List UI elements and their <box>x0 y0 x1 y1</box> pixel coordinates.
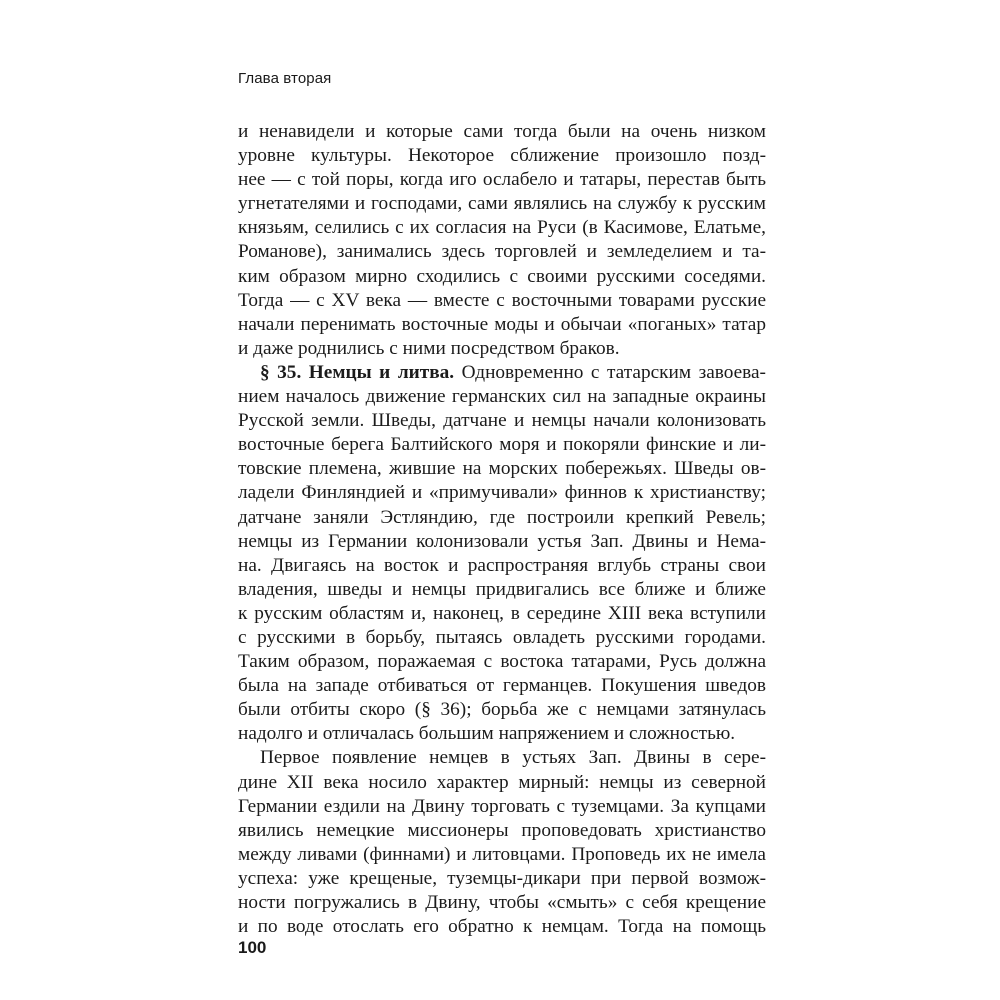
text-line: и даже роднились с ними посредством браков. <box>238 337 620 359</box>
text-line: нее — с той поры, когда иго ослабело и татары, перестав быть <box>238 169 766 191</box>
page-number: 100 <box>238 938 267 957</box>
running-header: Глава вторая <box>238 70 332 87</box>
text-line: с русскими в борьбу, пытаясь овладеть русскими городами. <box>238 626 766 648</box>
text-line: явились немецкие миссионеры проповедовать христианство <box>238 819 766 841</box>
text-line: Русской земли. Шведы, датчане и немцы начали колонизовать <box>238 410 766 432</box>
paragraph <box>238 120 766 361</box>
text-line: угнетателями и господами, сами являлись на службу к русским <box>238 193 766 215</box>
text-line: ким образом мирно сходились с своими русскими соседями. <box>238 265 766 287</box>
text-line: нием началось движение германских сил на западные окраины <box>238 386 766 408</box>
text-line: и ненавидели и которые сами тогда были на очень низком <box>238 121 766 142</box>
text-line: надолго и отличалась большим напряжением и сложностью. <box>238 723 736 745</box>
text-line: владения, шведы и немцы придвигались все ближе и ближе <box>238 578 766 600</box>
body-text <box>238 120 766 939</box>
text-line: товские племена, жившие на морских побережьях. Шведы ов- <box>238 458 766 480</box>
text-line: к русским областям и, наконец, в середине XIII века вступили <box>238 602 766 624</box>
text-line: восточные берега Балтийского моря и покоряли финские и ли- <box>238 434 766 456</box>
text-line: князьям, селились с их согласия на Руси (в Касимове, Елатьме, <box>238 217 766 239</box>
text-line: дине XII века носило характер мирный: немцы из северной <box>238 771 766 793</box>
text-line: уровне культуры. Некоторое сближение произошло позд- <box>238 145 766 167</box>
text-line <box>238 361 766 385</box>
text-line: успеха: уже крещеные, туземцы-дикари при первой возмож- <box>238 867 766 889</box>
text-line: Романове), занимались здесь торговлей и земледелием и та- <box>238 241 766 263</box>
section-heading: § 35. Немцы и литва. <box>260 361 455 383</box>
text-line: ладели Финляндией и «примучивали» финнов к христианству; <box>238 482 766 504</box>
paragraph <box>238 746 766 939</box>
text-line: была на западе отбиваться от германцев. Покушения шведов <box>238 675 766 697</box>
text-line: между ливами (финнами) и литовцами. Проповедь их не имела <box>238 843 766 865</box>
text-line: и по воде отослать его обратно к немцам. Тогда на помощь <box>238 916 766 938</box>
text-fragment: Одновременно с татарским завоева- <box>454 361 766 383</box>
text-line: ности погружались в Двину, чтобы «смыть» с себя крещение <box>238 892 766 913</box>
text-line: Таким образом, поражаемая с востока татарами, Русь должна <box>238 651 766 673</box>
text-line: Германии ездили на Двину торговать с туземцами. За купцами <box>238 795 766 817</box>
text-line: немцы из Германии колонизовали устья Зап. Двины и Нема- <box>238 530 766 552</box>
text-line: Тогда — с XV века — вместе с восточными товарами русские <box>238 289 766 311</box>
text-line: начали перенимать восточные моды и обычаи «поганых» татар <box>238 313 766 335</box>
text-line: были отбиты скоро (§ 36); борьба же с немцами затянулась <box>238 699 766 721</box>
text-line: на. Двигаясь на восток и распространяя вглубь страны свои <box>238 554 766 576</box>
section-35-paragraph <box>238 361 766 747</box>
text-line: датчане заняли Эстляндию, где построили крепкий Ревель; <box>238 506 766 528</box>
text-line: Первое появление немцев в устьях Зап. Двины в сере- <box>260 747 766 769</box>
